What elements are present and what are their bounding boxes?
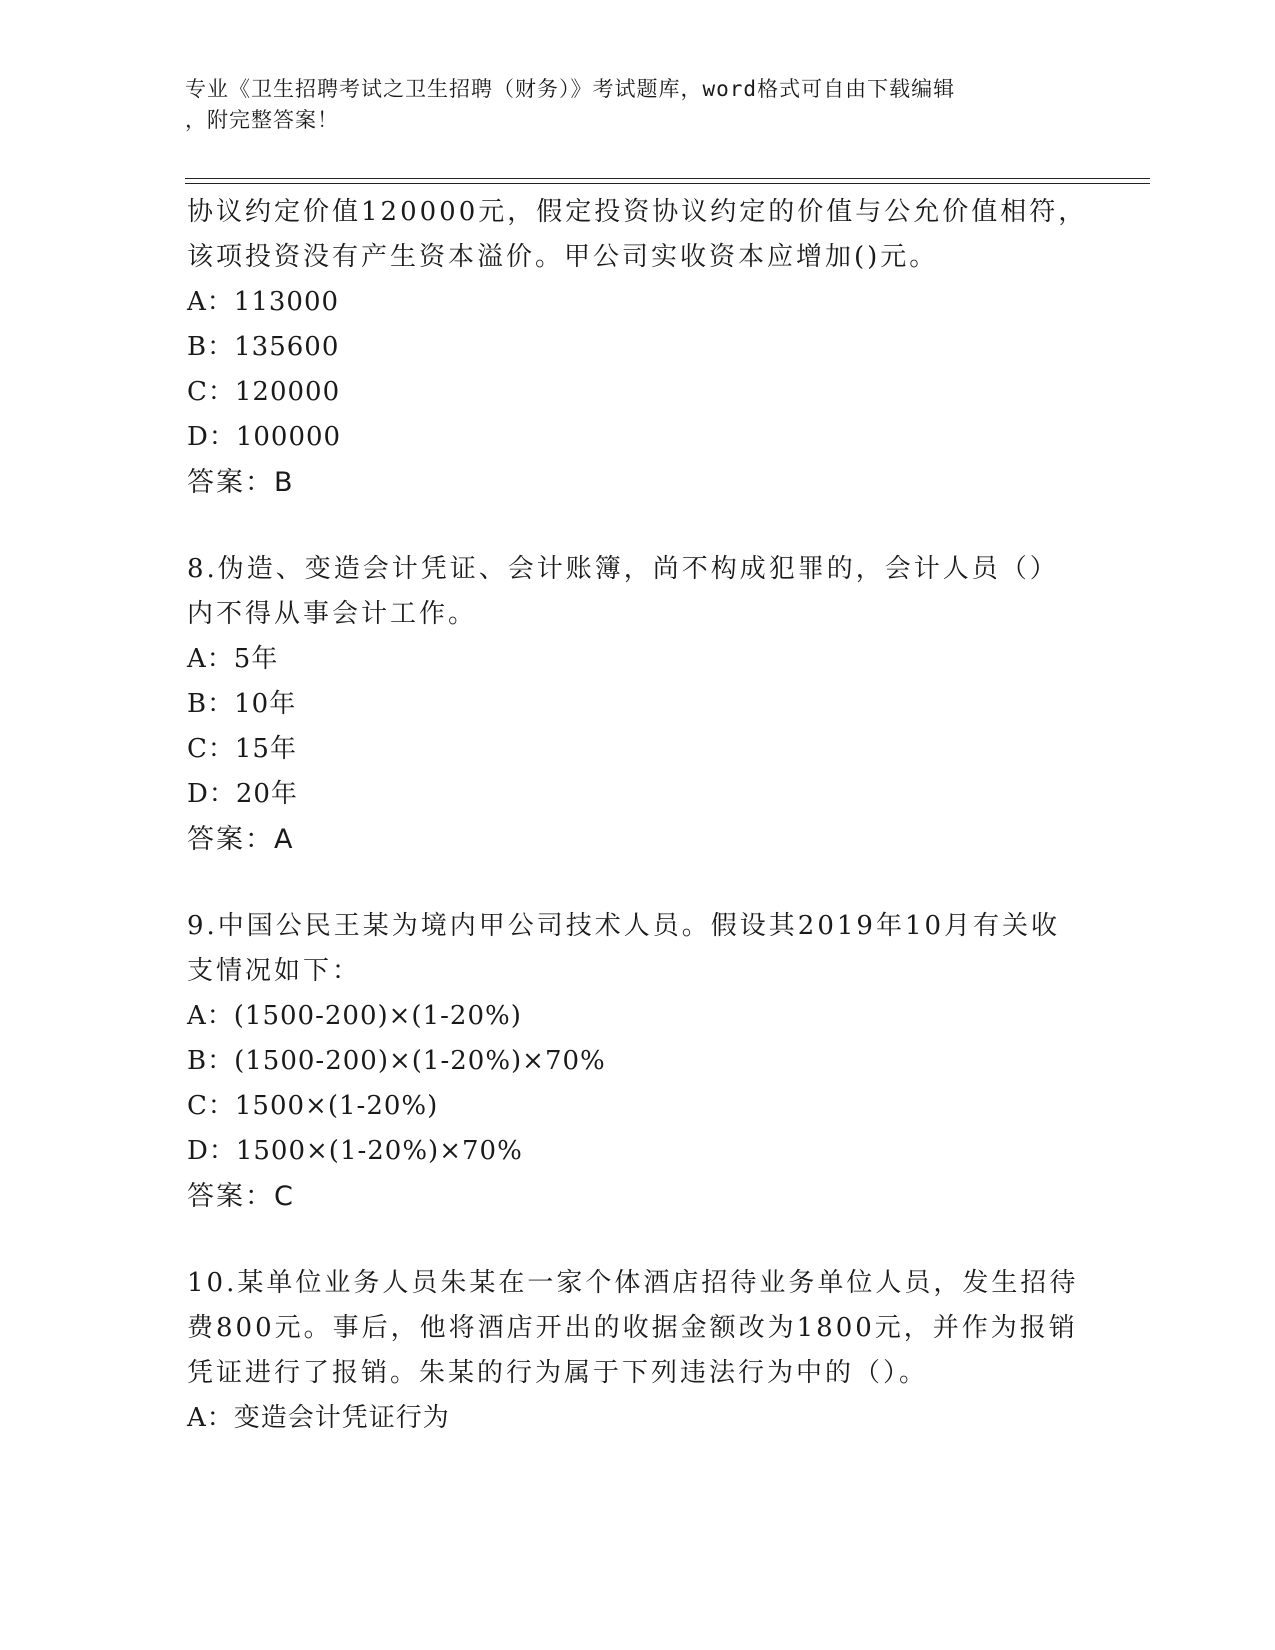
question-content xyxy=(187,190,1087,1441)
option-c: C：1500×(1-20%) xyxy=(187,1091,439,1121)
question-text: 内不得从事会计工作。 xyxy=(187,599,478,629)
question-8 xyxy=(187,547,1087,862)
option-b: B：(1500-200)×(1-20%)×70% xyxy=(187,1046,606,1076)
option-c: C：15年 xyxy=(187,734,297,764)
question-text: 协议约定价值120000元，假定投资协议约定的价值与公允价值相符， xyxy=(187,197,1088,227)
document-header xyxy=(185,74,1065,136)
option-d: D：100000 xyxy=(187,422,342,452)
question-7 xyxy=(187,190,1087,505)
header-line-1: 专业《卫生招聘考试之卫生招聘（财务）》考试题库，word格式可自由下载编辑 xyxy=(185,77,956,101)
header-line-2: ，附完整答案！ xyxy=(185,108,339,132)
header-divider-bottom xyxy=(185,183,1150,184)
answer-label: 答案：A xyxy=(187,824,295,855)
option-a: A：113000 xyxy=(187,287,340,317)
answer-label: 答案：C xyxy=(187,1181,295,1212)
option-d: D：1500×(1-20%)×70% xyxy=(187,1136,523,1166)
question-text: 10.某单位业务人员朱某在一家个体酒店招待业务单位人员，发生招待 xyxy=(187,1268,1079,1298)
question-9 xyxy=(187,904,1087,1219)
option-a: A：(1500-200)×(1-20%) xyxy=(187,1001,522,1031)
option-a: A：变造会计凭证行为 xyxy=(187,1403,450,1433)
question-text: 8.伪造、变造会计凭证、会计账簿，尚不构成犯罪的，会计人员（） xyxy=(187,554,1059,584)
question-10 xyxy=(187,1261,1087,1441)
option-b: B：10年 xyxy=(187,689,297,719)
option-d: D：20年 xyxy=(187,779,298,809)
question-text: 9.中国公民王某为境内甲公司技术人员。假设其2019年10月有关收 xyxy=(187,911,1061,941)
option-a: A：5年 xyxy=(187,644,279,674)
option-c: C：120000 xyxy=(187,377,341,407)
question-text: 该项投资没有产生资本溢价。甲公司实收资本应增加()元。 xyxy=(187,242,939,272)
question-text: 凭证进行了报销。朱某的行为属于下列违法行为中的（）。 xyxy=(187,1358,929,1388)
answer-label: 答案：B xyxy=(187,467,295,498)
header-divider-top xyxy=(185,178,1150,179)
option-b: B：135600 xyxy=(187,332,340,362)
question-text: 支情况如下： xyxy=(187,956,362,986)
question-text: 费800元。事后，他将酒店开出的收据金额改为1800元，并作为报销 xyxy=(187,1313,1078,1343)
